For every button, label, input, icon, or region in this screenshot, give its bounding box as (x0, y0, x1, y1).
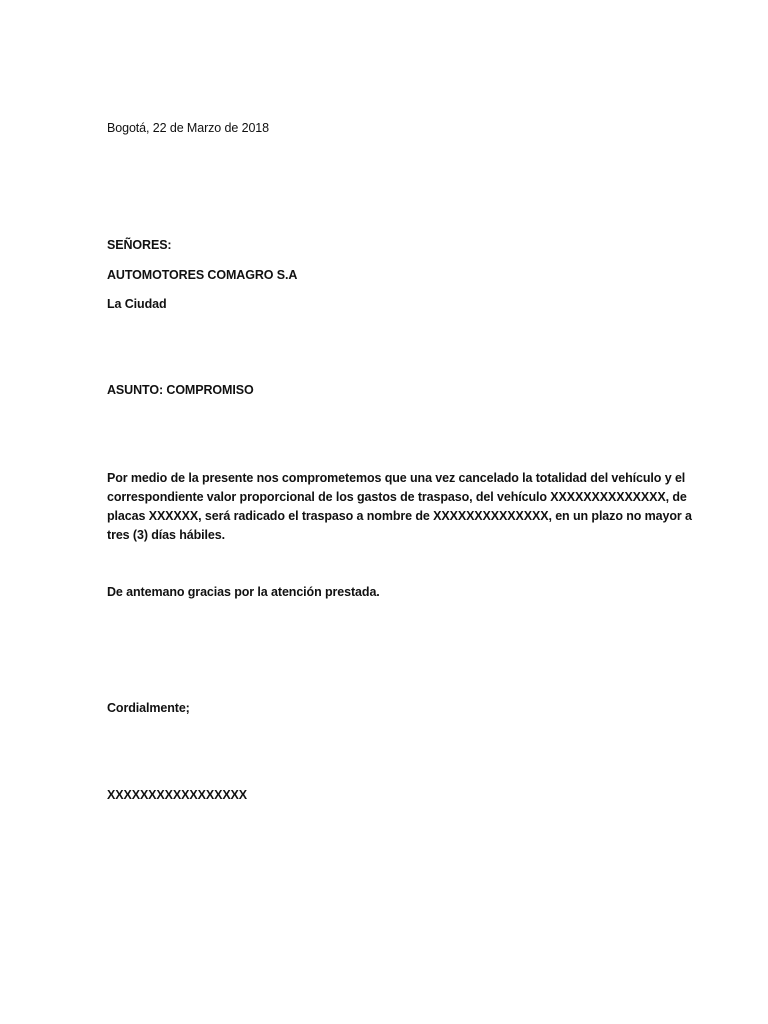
body-line-3-c: , en un plazo no mayor a (548, 509, 692, 523)
owner-name: XXXXXXXXXXXXXX (433, 509, 549, 523)
subject-line (107, 381, 254, 400)
closing-text: Cordialmente; (107, 701, 190, 715)
thanks-text: De antemano gracias por la atención prestada. (107, 585, 380, 599)
thanks-line (107, 583, 380, 602)
signature-line (107, 786, 247, 805)
body-line-4-text: tres (3) días hábiles. (107, 528, 225, 542)
body-line-2-text: correspondiente valor proporcional de los gastos de traspaso, del vehículo XXXXXXXXXXXXXX (107, 490, 666, 504)
body-line-3-b: , será radicado el traspaso a nombre de (198, 509, 434, 523)
recipient-city-text: La Ciudad (107, 297, 167, 311)
body-line-4 (107, 526, 677, 545)
body-line-3-a: placas (107, 509, 149, 523)
recipient-salutation (107, 236, 172, 255)
body-paragraph (107, 469, 692, 545)
subject-text: ASUNTO: COMPROMISO (107, 383, 254, 397)
body-line-2 (107, 488, 687, 507)
recipient-company-text: AUTOMOTORES COMAGRO S.A (107, 268, 298, 282)
recipient-salutation-text: SEÑORES: (107, 238, 172, 252)
signature-text: XXXXXXXXXXXXXXXXX (107, 788, 248, 802)
body-line-1 (107, 469, 686, 488)
closing-line (107, 699, 190, 718)
body-line-2-end: , de (665, 490, 687, 504)
recipient-city (107, 295, 167, 314)
body-line-1-text: Por medio de la presente nos comprometemos que una vez cancelado la totalidad del vehículo y el (107, 471, 686, 485)
recipient-company (107, 266, 297, 285)
date-line: Bogotá, 22 de Marzo de 2018 (107, 121, 270, 135)
plate-number: XXXXXX (148, 509, 199, 523)
body-line-3 (107, 507, 692, 526)
